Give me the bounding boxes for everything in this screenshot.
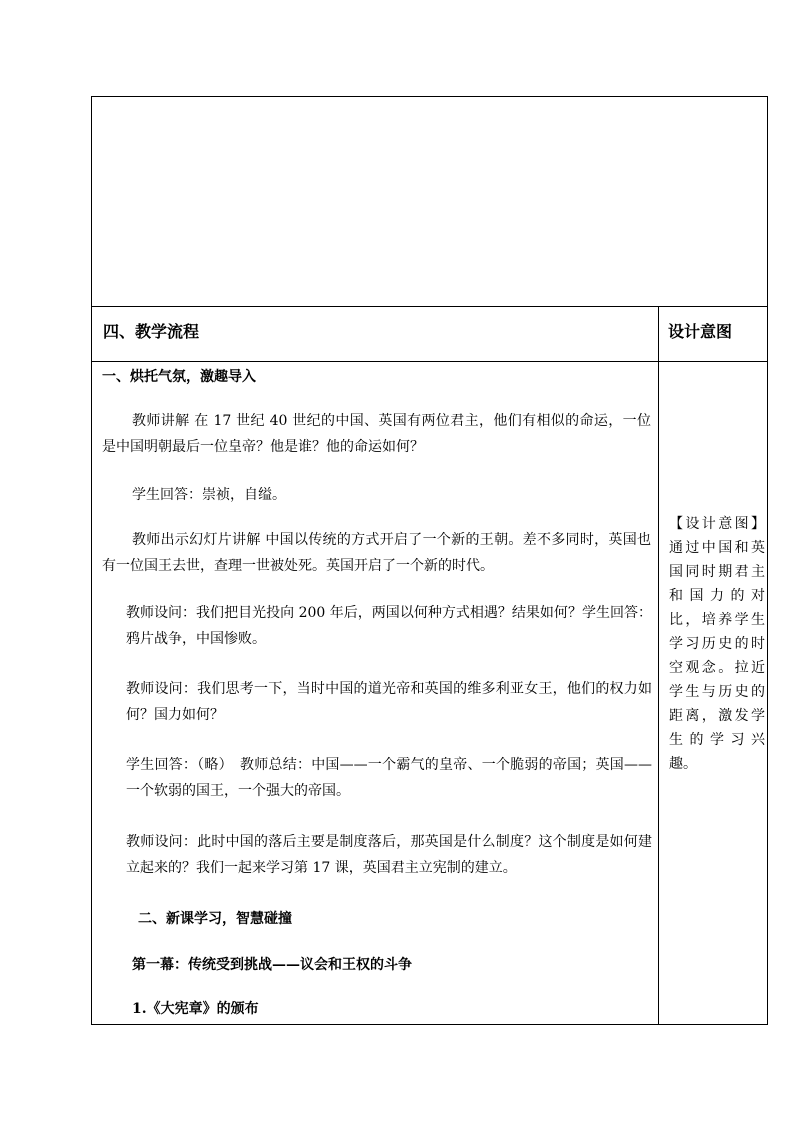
act1-title: 第一幕：传统受到挑战——议会和王权的斗争 [132,957,412,973]
paragraph-3: 教师出示幻灯片讲解 中国以传统的方式开启了一个新的王朝。差不多同时，英国也有一位国王去世，查理一世被处死。英国开启了一个新的时代。 [102,532,651,574]
paragraph-5: 教师设问：我们思考一下，当时中国的道光帝和英国的维多利亚女王，他们的权力如何？国力如何？ [126,681,652,723]
section2-title: 二、新课学习，智慧碰撞 [138,911,292,927]
section1-title: 一、烘托气氛，激趣导入 [102,369,256,385]
teaching-process-header: 四、教学流程 [103,322,200,341]
paragraph-6: 学生回答：（略） 教师总结：中国——一个霸气的皇帝、一个脆弱的帝国；英国——一个软弱的国王，一个强大的帝国。 [126,757,652,799]
design-intent-text: 【设计意图】通过中国和英国同时期君主和国力的对比，培养学生学习历史的时空观念。拉近学生与历史的距离，激发学生的学习兴趣。 [669,516,765,772]
empty-table-row [92,97,767,307]
teaching-process-cell [92,362,658,1025]
lesson-table [91,96,768,1025]
paragraph-4: 教师设问：我们把目光投向 200 年后，两国以何种方式相遇？结果如何？学生回答：鸦片战争，中国惨败。 [126,605,652,647]
paragraph-7: 教师设问：此时中国的落后主要是制度落后，那英国是什么制度？这个制度是如何建立起来的？我们一起来学习第 17 课，英国君主立宪制的建立。 [126,834,652,876]
paragraph-2: 学生回答：崇祯，自缢。 [132,487,286,503]
paragraph-1: 教师讲解 在 17 世纪 40 世纪的中国、英国有两位君主，他们有相似的命运，一位是中国明朝最后一位皇帝？他是谁？他的命运如何？ [102,413,651,455]
design-intent-header: 设计意图 [668,322,733,341]
design-intent-cell [659,362,768,1025]
item1-title: 1.《大宪章》的颁布 [132,1001,259,1017]
